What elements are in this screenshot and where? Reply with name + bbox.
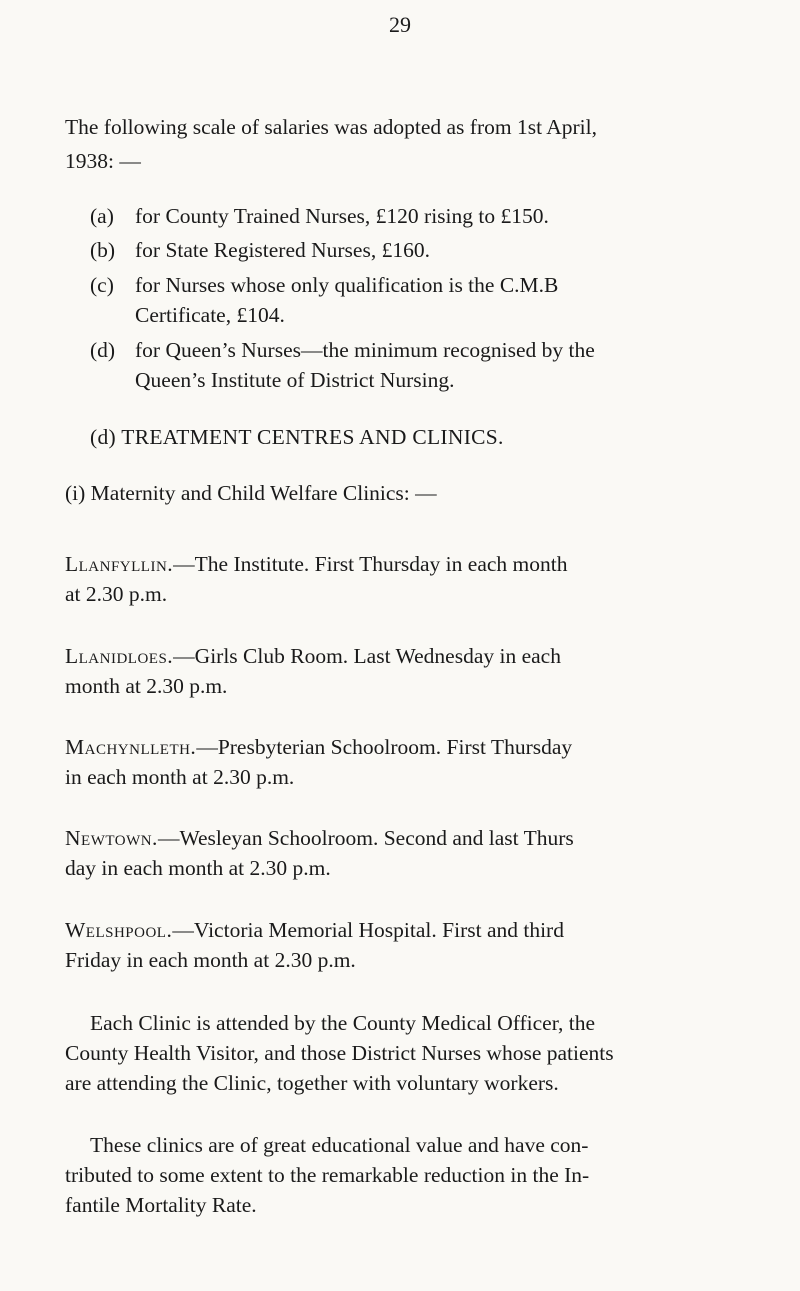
paragraph-1-line-1: Each Clinic is attended by the County Medical Officer, the <box>90 1011 596 1035</box>
paragraph-1-line-3: are attending the Clinic, together with voluntary workers. <box>65 1071 559 1095</box>
salary-item-a <box>90 201 549 231</box>
clinic-place: Llanfyllin. <box>65 552 174 576</box>
salary-item-d <box>90 335 595 365</box>
salary-item-b <box>90 235 430 265</box>
clinic-newtown <box>65 823 574 853</box>
salary-item-text: for State Registered Nurses, £160. <box>135 238 430 262</box>
paragraph-2-line-1: These clinics are of great educational value and have con- <box>90 1133 589 1157</box>
salary-item-text: for County Trained Nurses, £120 rising to £150. <box>135 204 549 228</box>
salary-item-label: (a) <box>90 204 114 228</box>
clinic-details: —Presbyterian Schoolroom. First Thursday <box>196 735 573 759</box>
salary-item-c <box>90 270 558 300</box>
intro-line-1: The following scale of salaries was adopted as from 1st April, <box>65 115 597 139</box>
clinic-llanfyllin <box>65 549 567 579</box>
paragraph-1-line-2: County Health Visitor, and those District Nurses whose patients <box>65 1041 614 1065</box>
paragraph-2-line-2: tributed to some extent to the remarkable reduction in the In- <box>65 1163 590 1187</box>
clinic-place: Welshpool. <box>65 918 173 942</box>
clinic-welshpool <box>65 915 564 945</box>
clinic-details: —Wesleyan Schoolroom. Second and last Thurs <box>157 826 574 850</box>
clinic-details: —Victoria Memorial Hospital. First and third <box>172 918 564 942</box>
salary-item-c-continued: Certificate, £104. <box>135 303 285 327</box>
page-number: 29 <box>389 12 411 37</box>
salary-item-label: (c) <box>90 273 114 297</box>
clinic-llanidloes-continued: month at 2.30 p.m. <box>65 674 228 698</box>
salary-item-text: for Nurses whose only qualification is the C.M.B <box>135 273 559 297</box>
clinic-place: Llanidloes. <box>65 644 174 668</box>
subheading: (i) Maternity and Child Welfare Clinics: — <box>65 481 437 505</box>
clinic-llanfyllin-continued: at 2.30 p.m. <box>65 582 168 606</box>
clinic-welshpool-continued: Friday in each month at 2.30 p.m. <box>65 948 356 972</box>
salary-item-label: (b) <box>90 238 116 262</box>
clinic-llanidloes <box>65 641 561 671</box>
salary-item-d-continued: Queen’s Institute of District Nursing. <box>135 368 455 392</box>
clinic-place: Machynlleth. <box>65 735 197 759</box>
clinic-details: —Girls Club Room. Last Wednesday in each <box>173 644 561 668</box>
clinic-newtown-continued: day in each month at 2.30 p.m. <box>65 856 331 880</box>
clinic-machynlleth-continued: in each month at 2.30 p.m. <box>65 765 295 789</box>
salary-item-text: for Queen’s Nurses—the minimum recognised by the <box>135 338 595 362</box>
intro-line-2: 1938: — <box>65 149 141 173</box>
clinic-machynlleth <box>65 732 572 762</box>
clinic-place: Newtown. <box>65 826 158 850</box>
clinic-details: —The Institute. First Thursday in each month <box>173 552 568 576</box>
paragraph-2-line-3: fantile Mortality Rate. <box>65 1193 257 1217</box>
salary-item-label: (d) <box>90 338 116 362</box>
section-heading: (d) TREATMENT CENTRES AND CLINICS. <box>90 425 504 449</box>
